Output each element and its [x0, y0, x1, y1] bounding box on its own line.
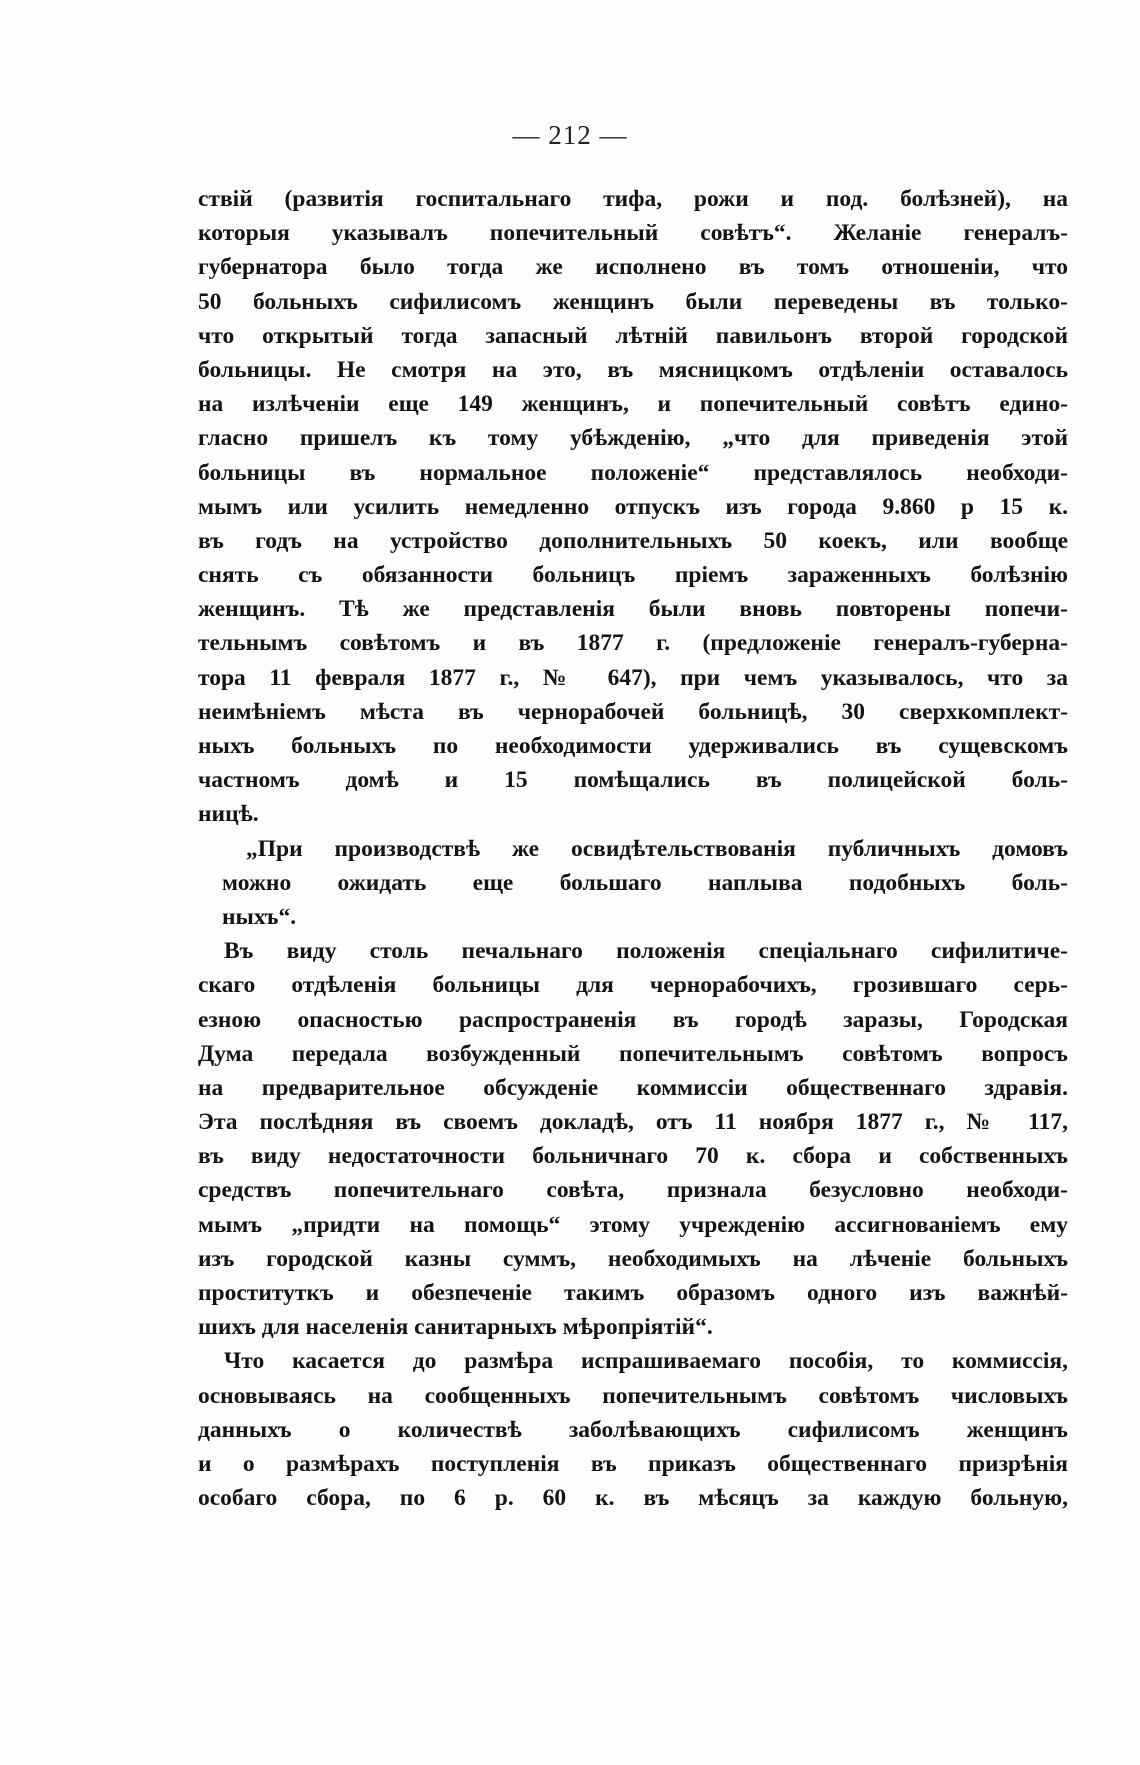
text-line: снять съ обязанности больницъ пріемъ зараженныхъ болѣзнію	[198, 562, 1068, 589]
text-line: ныхъ“.	[222, 903, 297, 930]
body-text	[198, 182, 1068, 1515]
text-line: шихъ для населенія санитарныхъ мѣропріятій“.	[198, 1314, 713, 1341]
text-line: частномъ домѣ и 15 помѣщались въ полицейской боль-	[198, 767, 1068, 794]
text-line: больницы. Не смотря на это, въ мясницкомъ отдѣленіи оставалось	[198, 356, 1068, 383]
text-line: проституткъ и обезпеченіе такимъ образомъ одного изъ важнѣй-	[198, 1280, 1068, 1306]
text-line: мымъ или усилить немедленно отпускъ изъ города 9.860 р 15 к.	[198, 493, 1068, 520]
text-line: на предварительное обсужденіе коммиссіи общественнаго здравія.	[198, 1074, 1068, 1101]
paragraph-4	[198, 1344, 1068, 1515]
text-line: „При производствѣ же освидѣтельствованія публичныхъ домовъ	[246, 835, 1068, 862]
text-line: больницы въ нормальное положеніе“ представлялось необходи-	[198, 459, 1068, 486]
paragraph-2	[198, 832, 1068, 935]
text-line: скаго отдѣленія больницы для чернорабочихъ, грозившаго серь-	[198, 972, 1068, 999]
text-line: основываясь на сообщенныхъ попечительнымъ совѣтомъ числовыхъ	[198, 1382, 1068, 1409]
text-line: Что касается до размѣра испрашиваемаго пособія, то коммиссія,	[224, 1348, 1068, 1375]
text-line: на излѣченіи еще 149 женщинъ, и попечительный совѣтъ едино-	[198, 391, 1068, 418]
paragraph-1	[198, 182, 1068, 832]
text-line: 50 больныхъ сифилисомъ женщинъ были переведены въ только-	[198, 288, 1068, 315]
text-line: и о размѣрахъ поступленія въ приказъ общественнаго призрѣнія	[198, 1450, 1068, 1477]
text-line: тельнымъ совѣтомъ и въ 1877 г. (предложеніе генералъ-губерна-	[198, 630, 1068, 657]
text-line: данныхъ о количествѣ заболѣвающихъ сифилисомъ женщинъ	[198, 1416, 1068, 1443]
page-number: — 212 —	[512, 120, 628, 150]
text-line: что открытый тогда запасный лѣтній павильонъ второй городской	[198, 322, 1068, 349]
text-line: въ виду недостаточности больничнаго 70 к. сбора и собственныхъ	[198, 1143, 1068, 1170]
text-line: ницѣ.	[198, 801, 259, 828]
text-line: тора 11 февраля 1877 г., № 647), при чемъ указывалось, что за	[198, 664, 1068, 691]
text-line: губернатора было тогда же исполнено въ томъ отношеніи, что	[198, 254, 1068, 281]
text-line: которыя указывалъ попечительный совѣтъ“. Желаніе генералъ-	[198, 220, 1068, 247]
text-line: ныхъ больныхъ по необходимости удерживались въ сущевскомъ	[198, 733, 1068, 759]
text-line: Эта послѣдняя въ своемъ докладѣ, отъ 11 ноября 1877 г., № 117,	[198, 1109, 1068, 1136]
text-line: мымъ „придти на помощь“ этому учрежденію ассигнованіемъ ему	[198, 1211, 1068, 1238]
text-line: женщинъ. Тѣ же представленія были вновь повторены попечи-	[198, 596, 1068, 623]
text-line: гласно пришелъ къ тому убѣжденію, „что для приведенія этой	[198, 425, 1068, 452]
text-line: ствій (развитія госпитальнаго тифа, рожи и под. болѣзней), на	[198, 186, 1068, 212]
paragraph-3	[198, 934, 1068, 1344]
text-line: езною опасностью распространенія въ городѣ заразы, Городская	[198, 1006, 1068, 1033]
text-line: изъ городской казны суммъ, необходимыхъ на лѣченіе больныхъ	[198, 1245, 1068, 1272]
text-line: средствъ попечительнаго совѣта, признала безусловно необходи-	[198, 1177, 1068, 1204]
text-line: неимѣніемъ мѣста въ чернорабочей больницѣ, 30 сверхкомплект-	[198, 698, 1068, 725]
text-line: въ годъ на устройство дополнительныхъ 50 коекъ, или вообще	[198, 527, 1068, 554]
text-line: можно ожидать еще большаго наплыва подобныхъ боль-	[222, 869, 1068, 896]
text-line: особаго сбора, по 6 р. 60 к. въ мѣсяцъ за каждую больную,	[198, 1485, 1068, 1512]
text-line: Дума передала возбужденный попечительнымъ совѣтомъ вопросъ	[198, 1040, 1068, 1067]
text-line: Въ виду столь печальнаго положенія спеціальнаго сифилитиче-	[224, 938, 1068, 965]
